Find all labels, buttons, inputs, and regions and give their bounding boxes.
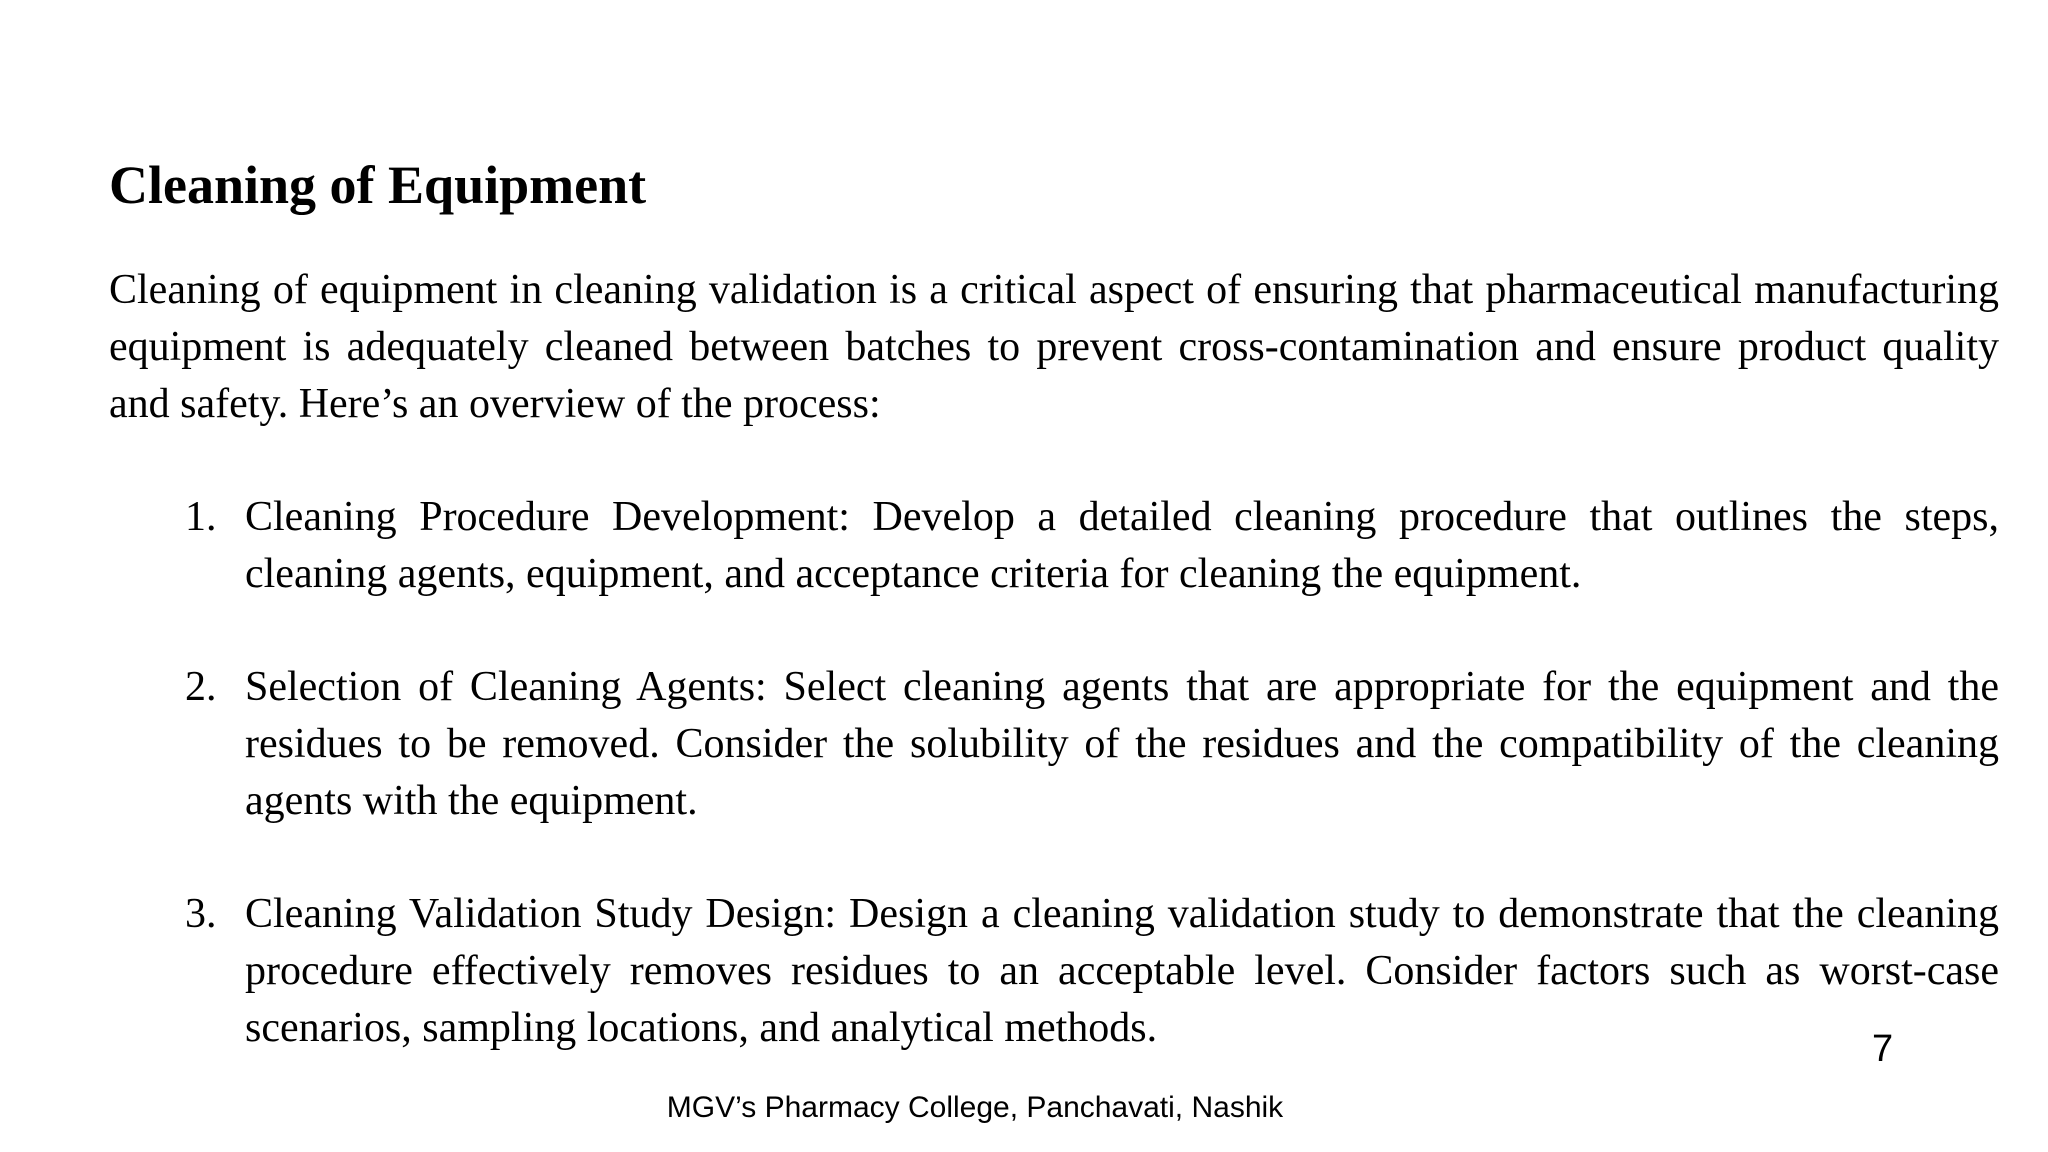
list-item — [109, 886, 1999, 1057]
steps-list — [109, 489, 1999, 1113]
list-item-text: Selection of Cleaning Agents: Select cleaning agents that are appropriate for the equipment and the residues to be removed. Consider the solubility of the residues and the compatibility of the cleaning agents with the equipment. — [245, 664, 1999, 824]
list-item-number: 3. — [185, 891, 217, 937]
intro-paragraph: Cleaning of equipment in cleaning validation is a critical aspect of ensuring that pharmaceutical manufacturing equipment is adequately cleaned between batches to prevent cross-contamination and ensure product quality and safety. Here’s an overview of the process: — [109, 267, 1999, 427]
list-item — [109, 659, 1999, 830]
list-item-number: 1. — [185, 494, 217, 540]
footer: MGV’s Pharmacy College, Panchavati, Nashik — [666, 1091, 1284, 1124]
list-item — [109, 489, 1999, 603]
list-item-text: Cleaning Procedure Development: Develop a detailed cleaning procedure that outlines the steps, cleaning agents, equipment, and acceptance criteria for cleaning the equipment. — [245, 494, 1999, 597]
slide-title: Cleaning of Equipment — [109, 155, 647, 215]
page-number: 7 — [1872, 1028, 1894, 1070]
list-item-text: Cleaning Validation Study Design: Design a cleaning validation study to demonstrate that the cleaning procedure effectively removes residues to an acceptable level. Consider factors such as worst-case scenarios, sampling locations, and analytical methods. — [245, 891, 1999, 1051]
list-item-number: 2. — [185, 664, 217, 710]
